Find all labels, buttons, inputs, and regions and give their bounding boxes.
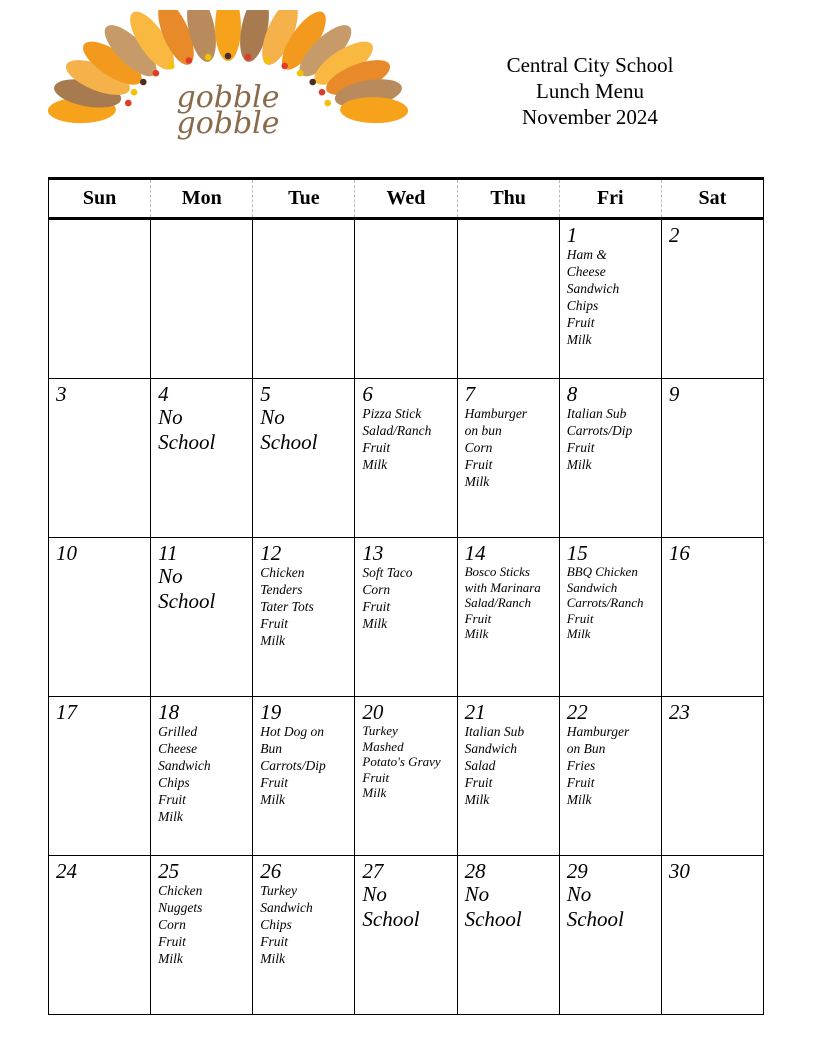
day-cell: [253, 697, 355, 856]
menu-item: Fruit: [464, 457, 493, 472]
menu-item: Corn: [158, 917, 186, 932]
day-number: 7: [464, 382, 476, 406]
menu-item: Sandwich: [158, 758, 211, 773]
day-cell: [661, 219, 763, 379]
day-number: 27: [362, 859, 384, 883]
day-cell: [661, 379, 763, 538]
no-school-label: No: [260, 405, 285, 429]
day-cell: [457, 538, 559, 697]
menu-item: Cheese: [158, 741, 198, 756]
day-number: 24: [56, 859, 77, 883]
feather-dot: [153, 70, 160, 77]
week-row: [49, 697, 764, 856]
turkey-feathers-icon: [40, 10, 420, 150]
menu-item: Potato's Gravy: [362, 754, 441, 769]
day-cell: [355, 538, 457, 697]
week-row: [49, 379, 764, 538]
day-number: 21: [464, 700, 486, 724]
weekday-header: Thu: [457, 179, 559, 219]
feather-dot: [186, 57, 193, 64]
day-number: 15: [566, 541, 588, 565]
day-cell: [661, 538, 763, 697]
menu-item: BBQ Chicken: [566, 564, 638, 579]
day-cell: [253, 219, 355, 379]
weekday-header: Tue: [253, 179, 355, 219]
menu-item: Salad: [464, 758, 496, 773]
menu-item: Hot Dog on: [260, 724, 325, 739]
menu-item: Milk: [464, 792, 490, 807]
menu-item: Fries: [566, 758, 596, 773]
day-cell: [151, 538, 253, 697]
day-number: 3: [56, 382, 67, 406]
menu-item: Sandwich: [260, 900, 313, 915]
day-number: 18: [158, 700, 180, 724]
menu-item: Italian Sub: [464, 724, 525, 739]
menu-item: Chicken: [260, 565, 305, 580]
week-row: [49, 219, 764, 379]
menu-item: on Bun: [566, 741, 606, 756]
weekday-header: Fri: [559, 179, 661, 219]
menu-item: Milk: [566, 792, 592, 807]
menu-item: Sandwich: [566, 281, 620, 296]
menu-item: Milk: [260, 951, 286, 966]
day-number: 9: [668, 382, 680, 406]
feather-dot: [125, 100, 132, 107]
menu-item: Fruit: [158, 934, 186, 949]
menu-item: Milk: [464, 474, 490, 489]
no-school-label: School: [158, 589, 216, 613]
menu-item: Fruit: [260, 616, 289, 631]
menu-item: Fruit: [566, 440, 595, 455]
menu-item: Nuggets: [158, 900, 203, 915]
day-number: 5: [260, 382, 271, 406]
menu-item: on bun: [464, 423, 502, 438]
day-cell: [151, 379, 253, 538]
day-number: 12: [260, 541, 282, 565]
day-number: 26: [260, 859, 282, 883]
day-cell: [559, 697, 661, 856]
weekday-header: Wed: [355, 179, 457, 219]
week-row: [49, 538, 764, 697]
day-number: 17: [56, 700, 77, 724]
day-number: 11: [158, 541, 178, 565]
logo-text-line2: gobble: [176, 106, 280, 141]
menu-item: Fruit: [260, 775, 289, 790]
day-cell: [559, 856, 661, 1015]
menu-item: Salad/Ranch: [362, 423, 432, 438]
feather-dot: [205, 54, 212, 61]
feather-dot: [225, 53, 232, 60]
day-cell: [49, 697, 151, 856]
month-year: November 2024: [522, 105, 658, 129]
feather-dot: [264, 57, 271, 64]
weekday-header: Mon: [151, 179, 253, 219]
day-number: 22: [566, 700, 588, 724]
no-school-label: No: [158, 405, 183, 429]
no-school-label: School: [464, 907, 522, 931]
menu-item: Fruit: [260, 934, 289, 949]
day-cell: [151, 219, 253, 379]
day-cell: [49, 538, 151, 697]
menu-item: Soft Taco: [362, 565, 413, 580]
menu-item: Tenders: [260, 582, 303, 597]
no-school-label: No: [158, 564, 183, 588]
day-cell: [355, 697, 457, 856]
menu-item: Fruit: [464, 775, 493, 790]
week-row: [49, 856, 764, 1015]
day-number: 29: [566, 859, 588, 883]
menu-item: Bosco Sticks: [464, 564, 530, 579]
feather-dot: [245, 54, 252, 61]
menu-item: Chips: [158, 775, 190, 790]
logo-text-line1: gobble: [176, 80, 280, 115]
menu-item: Sandwich: [464, 741, 518, 756]
day-cell: [457, 856, 559, 1015]
day-number: 2: [668, 223, 680, 247]
menu-item: Corn: [362, 582, 391, 597]
no-school-label: School: [260, 430, 318, 454]
day-cell: [49, 379, 151, 538]
menu-item: Milk: [464, 626, 489, 641]
menu-item: Carrots/Ranch: [566, 595, 644, 610]
day-number: 23: [668, 700, 690, 724]
menu-item: Fruit: [158, 792, 186, 807]
menu-item: Tater Tots: [260, 599, 314, 614]
day-cell: [49, 856, 151, 1015]
menu-item: Bun: [260, 741, 283, 756]
menu-item: Milk: [566, 332, 592, 347]
menu-item: with Marinara: [464, 579, 541, 595]
school-name: Central City School: [506, 53, 674, 77]
menu-item: Sandwich: [566, 579, 618, 595]
menu-item: Mashed: [362, 738, 404, 754]
feather-dot: [281, 63, 288, 70]
menu-item: Fruit: [464, 610, 492, 626]
gobble-gobble-logo: [40, 10, 420, 150]
menu-item: Milk: [566, 457, 592, 472]
menu-item: Italian Sub: [566, 406, 627, 421]
day-cell: [559, 379, 661, 538]
menu-item: Ham &: [566, 247, 607, 262]
menu-item: Fruit: [362, 769, 390, 785]
day-cell: [457, 379, 559, 538]
menu-title: Lunch Menu: [536, 79, 644, 103]
weekday-header: Sun: [49, 179, 151, 219]
weekday-header: Sat: [661, 179, 763, 219]
day-number: 10: [56, 541, 77, 565]
day-number: 14: [464, 541, 486, 565]
feather-dot: [309, 79, 316, 86]
menu-item: Hamburger: [566, 724, 630, 739]
menu-item: Hamburger: [464, 406, 528, 421]
menu-item: Carrots/Dip: [260, 758, 326, 773]
no-school-label: No: [362, 882, 387, 906]
day-cell: [355, 856, 457, 1015]
menu-item: Chips: [260, 917, 292, 932]
day-cell: [457, 697, 559, 856]
day-cell: [355, 379, 457, 538]
lunch-calendar: [48, 177, 764, 1015]
menu-item: Milk: [158, 951, 183, 966]
day-number: 16: [668, 541, 690, 565]
menu-item: Salad/Ranch: [464, 595, 531, 610]
page-title: [470, 52, 710, 130]
menu-item: Milk: [362, 616, 388, 631]
day-cell: [151, 697, 253, 856]
day-cell: [559, 538, 661, 697]
day-cell: [151, 856, 253, 1015]
day-cell: [49, 219, 151, 379]
weekday-header-row: [49, 179, 764, 219]
menu-item: Milk: [566, 626, 591, 641]
menu-item: Chicken: [158, 883, 203, 898]
day-cell: [253, 538, 355, 697]
menu-item: Turkey: [362, 723, 398, 738]
menu-item: Milk: [362, 457, 388, 472]
feather-dot: [319, 89, 326, 96]
menu-item: Milk: [362, 785, 387, 800]
menu-item: Fruit: [566, 775, 595, 790]
day-cell: [559, 219, 661, 379]
day-number: 28: [464, 859, 486, 883]
feather-dot: [324, 100, 331, 107]
day-number: 13: [362, 541, 384, 565]
feather-dot: [168, 63, 175, 70]
day-cell: [355, 219, 457, 379]
day-cell: [253, 379, 355, 538]
menu-item: Milk: [260, 792, 286, 807]
day-cell: [253, 856, 355, 1015]
no-school-label: School: [158, 430, 216, 454]
day-number: 25: [158, 859, 180, 883]
day-cell: [661, 697, 763, 856]
day-cell: [457, 219, 559, 379]
day-number: 8: [566, 382, 578, 406]
day-number: 1: [566, 223, 578, 247]
menu-item: Cheese: [566, 264, 606, 279]
no-school-label: No: [464, 882, 490, 906]
feather-dot: [140, 79, 147, 86]
day-number: 6: [362, 382, 373, 406]
menu-item: Milk: [158, 809, 183, 824]
no-school-label: School: [362, 907, 420, 931]
menu-item: Corn: [464, 440, 493, 455]
menu-item: Fruit: [566, 610, 594, 626]
menu-item: Chips: [566, 298, 599, 313]
feather-dot: [131, 89, 138, 96]
day-number: 4: [158, 382, 169, 406]
feather-shape: [340, 96, 408, 123]
menu-item: Milk: [260, 633, 286, 648]
day-number: 30: [668, 859, 690, 883]
menu-item: Grilled: [158, 724, 198, 739]
day-number: 20: [362, 700, 384, 724]
menu-item: Turkey: [260, 883, 298, 898]
day-number: 19: [260, 700, 282, 724]
menu-item: Fruit: [566, 315, 595, 330]
menu-item: Carrots/Dip: [566, 423, 633, 438]
no-school-label: School: [566, 907, 624, 931]
menu-item: Fruit: [362, 440, 391, 455]
menu-item: Fruit: [362, 599, 391, 614]
no-school-label: No: [566, 882, 592, 906]
feather-dot: [297, 70, 304, 77]
day-cell: [661, 856, 763, 1015]
menu-item: Pizza Stick: [362, 406, 422, 421]
